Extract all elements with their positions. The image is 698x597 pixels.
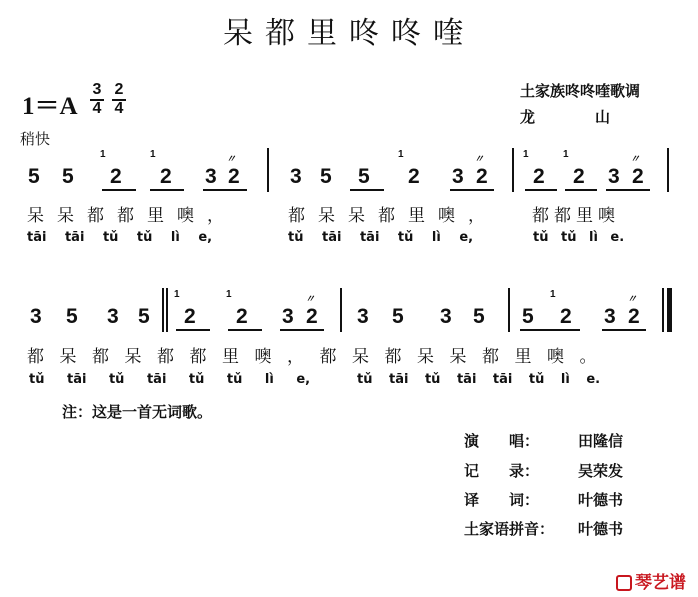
beam <box>602 329 646 331</box>
time-sig-denominator: 4 <box>114 100 124 117</box>
beam <box>203 189 247 191</box>
time-sig-numerator: 3 <box>92 81 102 98</box>
note: 2 <box>560 305 572 328</box>
site-logo <box>616 568 686 593</box>
beam <box>280 329 324 331</box>
pinyin-segment: tǔ tāi tǔ tāi tǔ tǔ lì e, <box>29 372 311 387</box>
beam <box>176 329 210 331</box>
note: 3 <box>357 305 369 328</box>
key-signature: 1＝A <box>22 93 78 120</box>
note: 2 <box>628 305 640 328</box>
song-title: 呆都里咚咚喹 <box>223 16 475 51</box>
note: 5 <box>320 165 332 188</box>
grace-note: 1 <box>174 289 180 300</box>
note: 5 <box>522 305 534 328</box>
grace-note: 1 <box>226 289 232 300</box>
note: 3 <box>282 305 294 328</box>
beam <box>150 189 184 191</box>
note: 5 <box>358 165 370 188</box>
note: 2 <box>110 165 122 188</box>
final-bar-line-thick <box>667 288 672 332</box>
pinyin-segment: tǔ tāi tāi tǔ lì e, <box>288 230 474 245</box>
grace-note: 1 <box>398 149 404 160</box>
bar-line <box>508 288 510 332</box>
bar-line <box>340 288 342 332</box>
credit-role: 记 录： <box>464 462 540 480</box>
time-sig-numerator: 2 <box>114 81 124 98</box>
beam <box>228 329 262 331</box>
pinyin-segment: tǔ tǔ lì e. <box>533 230 625 245</box>
note: 2 <box>306 305 318 328</box>
beam <box>565 189 597 191</box>
note: 3 <box>440 305 452 328</box>
grace-note: 1 <box>523 149 529 160</box>
trill-mark: 〃 <box>630 154 639 165</box>
trill-mark: 〃 <box>226 154 235 165</box>
final-bar-line <box>662 288 664 332</box>
grace-note: 1 <box>100 149 106 160</box>
credit-name: 叶德书 <box>578 491 624 509</box>
trill-mark: 〃 <box>305 294 314 305</box>
lyrics-line: 都呆都呆都都里噢，都呆都呆呆都里噢。 <box>27 347 612 367</box>
note: 2 <box>533 165 545 188</box>
note: 2 <box>632 165 644 188</box>
trill-mark: 〃 <box>474 154 483 165</box>
lyrics-segment: 都呆呆都里噢， <box>288 206 498 226</box>
grace-note: 1 <box>550 289 556 300</box>
logo-icon <box>616 575 632 591</box>
credit-role: 演 唱： <box>464 432 540 450</box>
pinyin-segment: tāi tāi tǔ tǔ lì e, <box>27 230 213 245</box>
credit-name: 吴荣发 <box>578 462 624 480</box>
note: 5 <box>392 305 404 328</box>
note: 3 <box>290 165 302 188</box>
note: 2 <box>476 165 488 188</box>
note: 2 <box>184 305 196 328</box>
note: 5 <box>473 305 485 328</box>
trill-mark: 〃 <box>627 294 636 305</box>
credit-role: 译 词： <box>464 491 540 509</box>
note: 3 <box>205 165 217 188</box>
pinyin-segment: tǔ tāi tǔ tāi tāi tǔ lì e. <box>357 372 601 387</box>
note: 5 <box>28 165 40 188</box>
song-arranger: 龙 山 <box>520 108 611 126</box>
beam <box>606 189 650 191</box>
bar-line <box>267 148 269 192</box>
bar-line <box>512 148 514 192</box>
beam <box>350 189 384 191</box>
note: 3 <box>604 305 616 328</box>
beam <box>525 189 557 191</box>
lyrics-segment: 呆呆都都里噢， <box>27 206 237 226</box>
footnote: 注：这是一首无词歌。 <box>62 403 213 421</box>
note: 3 <box>107 305 119 328</box>
bar-line <box>667 148 669 192</box>
note: 2 <box>228 165 240 188</box>
beam <box>102 189 136 191</box>
note: 2 <box>573 165 585 188</box>
credit-role: 土家语拼音： <box>464 520 555 538</box>
note: 3 <box>608 165 620 188</box>
bar-line <box>166 288 168 332</box>
note: 3 <box>452 165 464 188</box>
lyrics-segment: 都都里噢 <box>532 206 620 226</box>
grace-note: 1 <box>150 149 156 160</box>
song-source: 土家族咚咚喹歌调 <box>520 82 641 100</box>
note: 5 <box>138 305 150 328</box>
note: 5 <box>62 165 74 188</box>
bar-line <box>162 288 164 332</box>
tempo-marking: 稍快 <box>20 130 51 148</box>
note: 2 <box>160 165 172 188</box>
logo-text: 琴艺谱 <box>635 573 686 593</box>
note: 5 <box>66 305 78 328</box>
beam <box>450 189 494 191</box>
time-sig-denominator: 4 <box>92 100 102 117</box>
credit-name: 田隆信 <box>578 432 624 450</box>
beam <box>520 329 580 331</box>
note: 2 <box>236 305 248 328</box>
credit-name: 叶德书 <box>578 520 624 538</box>
note: 3 <box>30 305 42 328</box>
note: 2 <box>408 165 420 188</box>
grace-note: 1 <box>563 149 569 160</box>
